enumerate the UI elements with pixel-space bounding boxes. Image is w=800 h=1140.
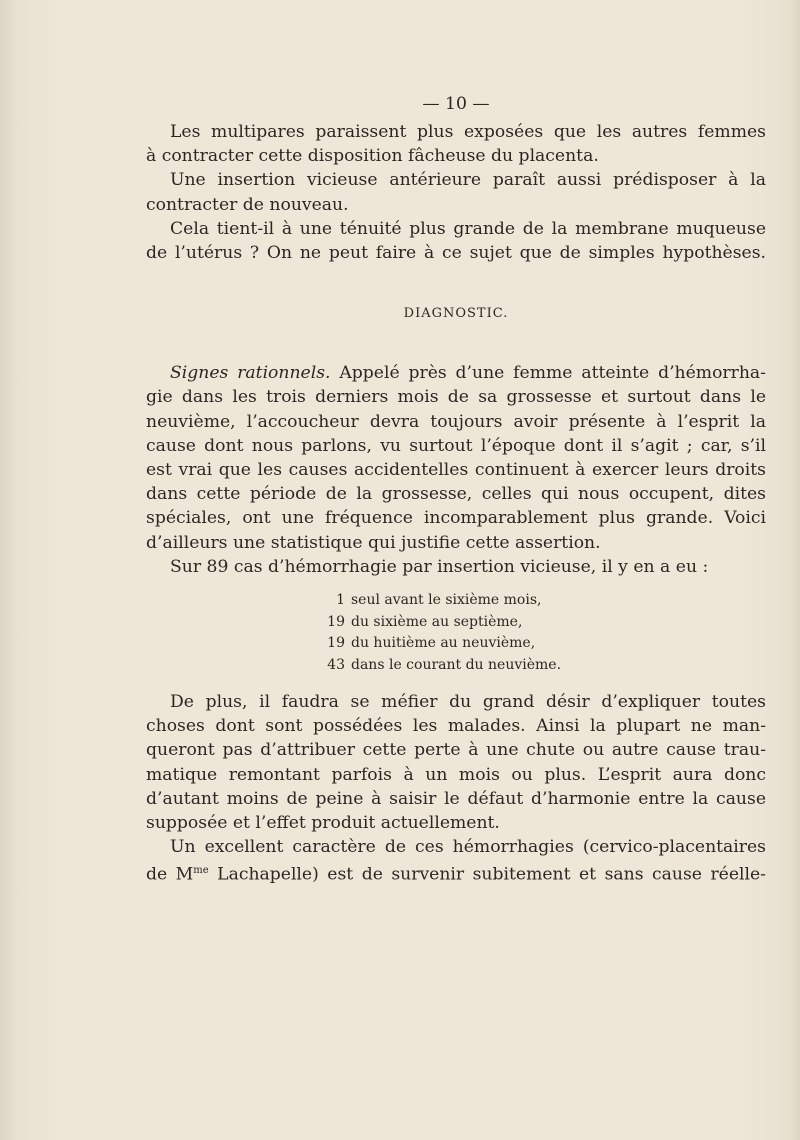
stat-label: du huitième au neuvième, [351, 635, 536, 652]
text-line: gie dans les trois derniers mois de sa grossesse et surtout dans le [146, 387, 766, 408]
text-line: matique remontant parfois à un mois ou plus. L’esprit aura donc [146, 764, 766, 785]
list-item [321, 612, 766, 634]
italic-subheading: Signes rationnels. [170, 363, 331, 384]
text-line: à contracter cette disposition fâcheuse du placenta. [146, 146, 599, 167]
paragraph-3 [146, 217, 766, 265]
text-line: neuvième, l’accoucheur devra toujours avoir présente à l’esprit la [146, 411, 766, 432]
stat-label: du sixième au septième, [351, 613, 523, 630]
paragraph-5 [146, 555, 766, 579]
text-line: De plus, il faudra se méfier du grand désir d’expliquer toutes [170, 692, 766, 713]
text-line: dans cette période de la grossesse, celles qui nous occupent, dites [146, 484, 766, 505]
stat-count: 43 [327, 656, 345, 673]
text-line: choses dont sont possédées les malades. Ainsi la plupart ne man- [146, 716, 766, 737]
text-line: supposée et l’effet produit actuellement. [146, 813, 500, 834]
text-fragment: Appelé près d’une femme atteinte d’hémorrha- [330, 363, 766, 384]
text-line: d’ailleurs une statistique qui justifie cette assertion. [146, 532, 601, 553]
statistics-list [146, 590, 766, 676]
paragraph-1 [146, 120, 766, 168]
paragraph-4 [146, 361, 766, 555]
text-line [146, 361, 766, 385]
text-line: Sur 89 cas d’hémorrhagie par insertion vicieuse, il y en a eu : [170, 556, 709, 577]
text-line: Cela tient-il à une ténuité plus grande de la membrane muqueuse [170, 218, 766, 239]
stat-label: dans le courant du neuvième. [351, 656, 562, 673]
page-text [146, 92, 766, 887]
paragraph-6 [146, 690, 766, 835]
page-number: — 10 — [422, 94, 490, 114]
list-item [321, 633, 766, 655]
paragraph-7 [146, 835, 766, 887]
text-line: queront pas d’attribuer cette perte à une chute ou autre cause trau- [146, 740, 766, 761]
text-line [146, 859, 766, 887]
paragraph-2 [146, 168, 766, 216]
text-fragment: Lachapelle) est de survenir subitement et sans cause réelle- [208, 865, 766, 886]
stat-label: seul avant le sixième mois, [351, 592, 542, 609]
superscript: me [193, 865, 209, 877]
text-line: Une insertion vicieuse antérieure paraît aussi prédisposer à la [170, 170, 766, 191]
list-item [321, 655, 766, 677]
stat-count: 1 [336, 592, 345, 609]
text-line: Un excellent caractère de ces hémorrhagies (cervico-placentaires [170, 837, 766, 858]
text-line: cause dont nous parlons, vu surtout l’époque dont il s’agit ; car, s’il [146, 435, 766, 456]
stat-count: 19 [327, 613, 345, 630]
section-heading: DIAGNOSTIC. [403, 306, 509, 322]
text-line: d’autant moins de peine à saisir le défaut d’harmonie entre la cause [146, 788, 766, 809]
text-line: est vrai que les causes accidentelles continuent à exercer leurs droits [146, 460, 766, 481]
text-line: de l’utérus ? On ne peut faire à ce sujet que de simples hypothèses. [146, 243, 766, 264]
list-item [321, 590, 766, 612]
stat-count: 19 [327, 635, 345, 652]
text-line: Les multipares paraissent plus exposées que les autres femmes [170, 122, 766, 142]
text-line: contracter de nouveau. [146, 194, 349, 215]
text-fragment: de M [146, 865, 194, 886]
text-line: spéciales, ont une fréquence incomparablement plus grande. Voici [146, 508, 766, 529]
